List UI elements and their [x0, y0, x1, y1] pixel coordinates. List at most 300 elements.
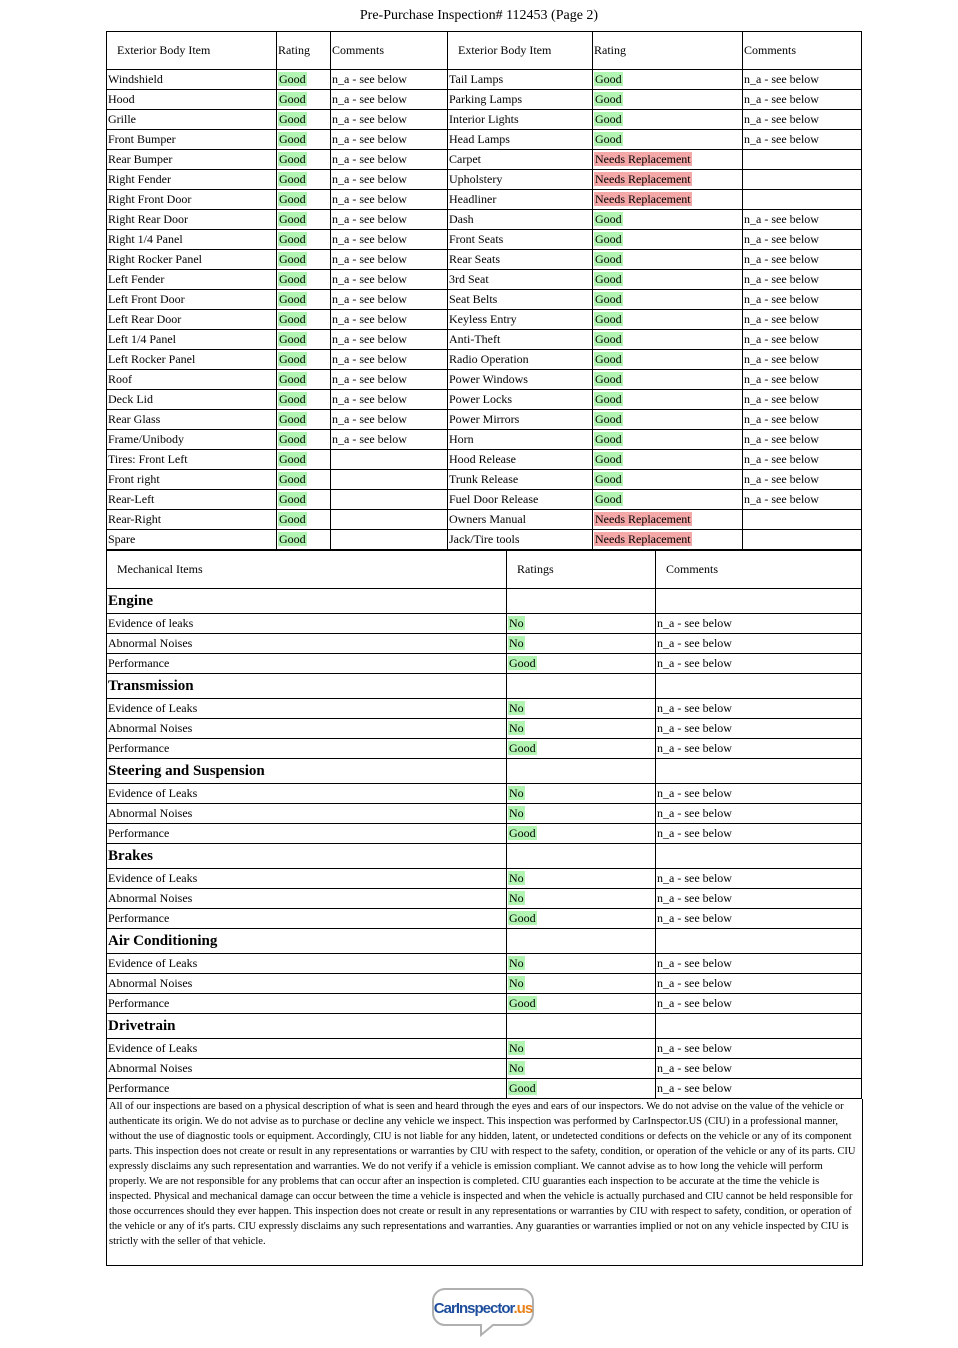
rating-cell: [507, 824, 656, 844]
rating-badge: Good: [595, 492, 622, 506]
column-header: Mechanical Items: [107, 551, 507, 589]
item-name: [107, 210, 277, 230]
rating-badge: Good: [279, 172, 306, 186]
table-row: [107, 310, 862, 330]
rating-cell: [593, 390, 743, 410]
column-header: Rating: [277, 32, 331, 70]
table-row: [107, 719, 862, 739]
rating-cell: [593, 530, 743, 550]
item-name: [448, 170, 593, 190]
cell-text: n_a - see below: [744, 392, 819, 406]
item-name: [448, 330, 593, 350]
comment-cell: [331, 90, 448, 110]
rating-badge: Good: [595, 352, 622, 366]
rating-badge: Good: [279, 312, 306, 326]
item-name: [107, 70, 277, 90]
rating-cell: [593, 510, 743, 530]
item-name: [107, 654, 507, 674]
comment-cell: [331, 330, 448, 350]
logo-text-tld: .us: [513, 1300, 533, 1317]
comment-cell: [743, 150, 862, 170]
rating-cell: [277, 370, 331, 390]
rating-badge: Good: [595, 92, 622, 106]
item-name: [107, 490, 277, 510]
comment-cell: [656, 784, 862, 804]
cell-text: n_a - see below: [744, 252, 819, 266]
column-header: Comments: [331, 32, 448, 70]
rating-cell: [277, 470, 331, 490]
cell-text: Performance: [108, 996, 170, 1010]
item-name: [107, 390, 277, 410]
rating-cell: [507, 1079, 656, 1099]
cell-text: Right Fender: [108, 172, 171, 186]
mechanical-items-table: [106, 550, 862, 1099]
item-name: [448, 270, 593, 290]
cell-text: Left Front Door: [108, 292, 185, 306]
empty-cell: [656, 844, 862, 869]
cell-text: Headliner: [449, 192, 497, 206]
rating-cell: [507, 994, 656, 1014]
item-name: [448, 290, 593, 310]
table-row: [107, 530, 862, 550]
item-name: [107, 1059, 507, 1079]
cell-text: n_a - see below: [744, 412, 819, 426]
comment-cell: [331, 130, 448, 150]
cell-text: n_a - see below: [744, 352, 819, 366]
cell-text: n_a - see below: [744, 72, 819, 86]
cell-text: Left Rocker Panel: [108, 352, 196, 366]
cell-text: n_a - see below: [332, 312, 407, 326]
comment-cell: [656, 909, 862, 929]
item-name: [107, 699, 507, 719]
item-name: [448, 430, 593, 450]
cell-text: n_a - see below: [332, 152, 407, 166]
cell-text: n_a - see below: [332, 92, 407, 106]
comment-cell: [331, 310, 448, 330]
item-name: [448, 70, 593, 90]
rating-badge: No: [509, 636, 524, 650]
rating-cell: [277, 170, 331, 190]
item-name: [448, 370, 593, 390]
item-name: [107, 350, 277, 370]
item-name: [107, 510, 277, 530]
cell-text: 3rd Seat: [449, 272, 489, 286]
empty-cell: [656, 1014, 862, 1039]
table-row: [107, 70, 862, 90]
rating-cell: [277, 110, 331, 130]
table-row: [107, 1059, 862, 1079]
cell-text: Hood: [108, 92, 135, 106]
comment-cell: [656, 614, 862, 634]
rating-cell: [593, 70, 743, 90]
rating-cell: [277, 390, 331, 410]
rating-cell: [277, 230, 331, 250]
cell-text: Performance: [108, 1081, 170, 1095]
rating-cell: [593, 290, 743, 310]
rating-badge: Good: [595, 312, 622, 326]
empty-cell: [656, 759, 862, 784]
rating-badge: Good: [279, 92, 306, 106]
item-name: [448, 130, 593, 150]
comment-cell: [743, 310, 862, 330]
item-name: [107, 824, 507, 844]
comment-cell: [656, 889, 862, 909]
cell-text: Performance: [108, 656, 170, 670]
table-row: [107, 470, 862, 490]
cell-text: n_a - see below: [657, 786, 732, 800]
item-name: [448, 510, 593, 530]
column-header: Comments: [743, 32, 862, 70]
cell-text: n_a - see below: [657, 891, 732, 905]
rating-badge: Needs Replacement: [595, 532, 691, 546]
rating-badge: Good: [595, 292, 622, 306]
cell-text: n_a - see below: [332, 332, 407, 346]
cell-text: n_a - see below: [332, 272, 407, 286]
cell-text: Power Windows: [449, 372, 528, 386]
rating-cell: [507, 1039, 656, 1059]
rating-cell: [593, 330, 743, 350]
section-title: Drivetrain: [107, 1014, 507, 1039]
cell-text: Front Bumper: [108, 132, 176, 146]
comment-cell: [331, 450, 448, 470]
rating-badge: Good: [595, 392, 622, 406]
item-name: [107, 370, 277, 390]
item-name: [107, 869, 507, 889]
rating-cell: [507, 804, 656, 824]
comment-cell: [656, 719, 862, 739]
cell-text: n_a - see below: [657, 741, 732, 755]
item-name: [448, 450, 593, 470]
rating-cell: [277, 450, 331, 470]
item-name: [107, 784, 507, 804]
cell-text: Rear-Left: [108, 492, 155, 506]
table-row: [107, 974, 862, 994]
rating-cell: [277, 410, 331, 430]
cell-text: n_a - see below: [657, 826, 732, 840]
item-name: [448, 150, 593, 170]
rating-cell: [593, 90, 743, 110]
comment-cell: [743, 530, 862, 550]
table-row: [107, 290, 862, 310]
cell-text: Right Front Door: [108, 192, 192, 206]
cell-text: Abnormal Noises: [108, 1061, 193, 1075]
item-name: [107, 804, 507, 824]
comment-cell: [331, 390, 448, 410]
comment-cell: [331, 250, 448, 270]
rating-cell: [593, 170, 743, 190]
item-name: [107, 470, 277, 490]
cell-text: Owners Manual: [449, 512, 526, 526]
comment-cell: [743, 470, 862, 490]
comment-cell: [331, 370, 448, 390]
rating-badge: Good: [279, 292, 306, 306]
table-row: [107, 490, 862, 510]
comment-cell: [656, 974, 862, 994]
item-name: [448, 390, 593, 410]
cell-text: Front Seats: [449, 232, 504, 246]
table-row: [107, 330, 862, 350]
cell-text: Grille: [108, 112, 136, 126]
cell-text: n_a - see below: [657, 976, 732, 990]
rating-badge: Good: [595, 252, 622, 266]
rating-cell: [593, 410, 743, 430]
item-name: [107, 1079, 507, 1099]
comment-cell: [656, 1079, 862, 1099]
rating-cell: [593, 350, 743, 370]
rating-badge: Good: [595, 212, 622, 226]
comment-cell: [656, 824, 862, 844]
comment-cell: [331, 430, 448, 450]
cell-text: n_a - see below: [744, 332, 819, 346]
cell-text: Dash: [449, 212, 474, 226]
cell-text: Seat Belts: [449, 292, 498, 306]
table-row: [107, 190, 862, 210]
rating-badge: Good: [595, 472, 622, 486]
item-name: [448, 210, 593, 230]
cell-text: n_a - see below: [657, 956, 732, 970]
item-name: [107, 410, 277, 430]
cell-text: Abnormal Noises: [108, 806, 193, 820]
rating-badge: Good: [595, 112, 622, 126]
cell-text: n_a - see below: [744, 372, 819, 386]
table-row: [107, 150, 862, 170]
empty-cell: [507, 759, 656, 784]
table-row: [107, 230, 862, 250]
cell-text: n_a - see below: [332, 232, 407, 246]
comment-cell: [331, 190, 448, 210]
table-row: [107, 170, 862, 190]
rating-badge: Good: [279, 252, 306, 266]
item-name: [448, 410, 593, 430]
item-name: [107, 250, 277, 270]
comment-cell: [331, 530, 448, 550]
rating-cell: [277, 210, 331, 230]
rating-badge: Good: [279, 192, 306, 206]
item-name: [107, 450, 277, 470]
rating-badge: Good: [279, 432, 306, 446]
rating-cell: [593, 490, 743, 510]
comment-cell: [331, 470, 448, 490]
carinspector-logo: [431, 1285, 535, 1337]
comment-cell: [743, 250, 862, 270]
item-name: [448, 310, 593, 330]
item-name: [107, 150, 277, 170]
comment-cell: [743, 330, 862, 350]
item-name: [107, 954, 507, 974]
comment-cell: [331, 150, 448, 170]
cell-text: Performance: [108, 826, 170, 840]
rating-badge: Good: [279, 472, 306, 486]
cell-text: n_a - see below: [657, 701, 732, 715]
rating-cell: [593, 450, 743, 470]
rating-badge: Good: [279, 112, 306, 126]
rating-badge: Good: [509, 656, 536, 670]
rating-cell: [277, 130, 331, 150]
empty-cell: [507, 844, 656, 869]
rating-cell: [593, 270, 743, 290]
comment-cell: [743, 90, 862, 110]
cell-text: n_a - see below: [744, 272, 819, 286]
item-name: [107, 909, 507, 929]
rating-badge: Good: [595, 272, 622, 286]
empty-cell: [507, 929, 656, 954]
cell-text: n_a - see below: [332, 212, 407, 226]
rating-badge: Good: [595, 452, 622, 466]
table-row: [107, 889, 862, 909]
empty-cell: [656, 929, 862, 954]
section-title: Engine: [107, 589, 507, 614]
table-row: [107, 1079, 862, 1099]
rating-badge: Needs Replacement: [595, 172, 691, 186]
rating-cell: [593, 310, 743, 330]
cell-text: Right Rear Door: [108, 212, 188, 226]
comment-cell: [331, 290, 448, 310]
mechanical-header-row: [107, 551, 862, 589]
rating-badge: No: [509, 786, 524, 800]
rating-badge: No: [509, 891, 524, 905]
item-name: [107, 530, 277, 550]
cell-text: Rear Glass: [108, 412, 161, 426]
comment-cell: [743, 410, 862, 430]
rating-badge: No: [509, 871, 524, 885]
cell-text: Power Locks: [449, 392, 512, 406]
cell-text: n_a - see below: [332, 72, 407, 86]
comment-cell: [743, 230, 862, 250]
cell-text: Abnormal Noises: [108, 976, 193, 990]
table-row: [107, 270, 862, 290]
rating-badge: Good: [509, 741, 536, 755]
cell-text: Frame/Unibody: [108, 432, 184, 446]
rating-badge: No: [509, 806, 524, 820]
cell-text: Abnormal Noises: [108, 721, 193, 735]
rating-cell: [277, 350, 331, 370]
table-row: [107, 250, 862, 270]
section-row: [107, 759, 862, 784]
column-header: Comments: [656, 551, 862, 589]
table-row: [107, 654, 862, 674]
cell-text: Tail Lamps: [449, 72, 504, 86]
rating-badge: Good: [279, 232, 306, 246]
cell-text: n_a - see below: [332, 172, 407, 186]
cell-text: Horn: [449, 432, 474, 446]
cell-text: Parking Lamps: [449, 92, 522, 106]
rating-badge: Needs Replacement: [595, 192, 691, 206]
rating-badge: Good: [279, 132, 306, 146]
cell-text: Carpet: [449, 152, 481, 166]
cell-text: Upholstery: [449, 172, 503, 186]
cell-text: n_a - see below: [657, 911, 732, 925]
rating-cell: [593, 230, 743, 250]
table-row: [107, 614, 862, 634]
rating-cell: [593, 470, 743, 490]
rating-badge: Good: [279, 352, 306, 366]
section-row: [107, 589, 862, 614]
cell-text: Tires: Front Left: [108, 452, 188, 466]
comment-cell: [331, 210, 448, 230]
empty-cell: [656, 674, 862, 699]
rating-cell: [277, 310, 331, 330]
cell-text: n_a - see below: [332, 112, 407, 126]
cell-text: Anti-Theft: [449, 332, 501, 346]
cell-text: Rear-Right: [108, 512, 162, 526]
rating-cell: [277, 290, 331, 310]
cell-text: n_a - see below: [744, 212, 819, 226]
rating-badge: Good: [509, 1081, 536, 1095]
rating-badge: No: [509, 721, 524, 735]
comment-cell: [656, 1059, 862, 1079]
rating-cell: [507, 1059, 656, 1079]
cell-text: Evidence of Leaks: [108, 871, 198, 885]
section-row: [107, 674, 862, 699]
rating-badge: No: [509, 701, 524, 715]
table-row: [107, 390, 862, 410]
item-name: [107, 330, 277, 350]
cell-text: n_a - see below: [744, 452, 819, 466]
comment-cell: [656, 699, 862, 719]
comment-cell: [743, 390, 862, 410]
section-row: [107, 844, 862, 869]
rating-cell: [507, 889, 656, 909]
comment-cell: [743, 350, 862, 370]
table-row: [107, 784, 862, 804]
item-name: [107, 270, 277, 290]
rating-badge: Good: [279, 152, 306, 166]
item-name: [107, 739, 507, 759]
rating-badge: Good: [279, 212, 306, 226]
rating-cell: [277, 90, 331, 110]
cell-text: Performance: [108, 741, 170, 755]
cell-text: n_a - see below: [744, 432, 819, 446]
rating-cell: [507, 954, 656, 974]
item-name: [107, 310, 277, 330]
table-row: [107, 994, 862, 1014]
rating-badge: Good: [279, 72, 306, 86]
rating-cell: [277, 430, 331, 450]
column-header: Exterior Body Item: [448, 32, 593, 70]
column-header: Exterior Body Item: [107, 32, 277, 70]
table-row: [107, 90, 862, 110]
comment-cell: [743, 110, 862, 130]
rating-badge: Needs Replacement: [595, 152, 691, 166]
comment-cell: [743, 290, 862, 310]
comment-cell: [331, 510, 448, 530]
svg-text:CarInspector.us: [434, 1300, 533, 1317]
section-title: Air Conditioning: [107, 929, 507, 954]
table-row: [107, 370, 862, 390]
rating-cell: [507, 784, 656, 804]
rating-badge: No: [509, 616, 524, 630]
cell-text: Left 1/4 Panel: [108, 332, 176, 346]
item-name: [107, 994, 507, 1014]
cell-text: n_a - see below: [657, 721, 732, 735]
rating-cell: [593, 250, 743, 270]
item-name: [448, 190, 593, 210]
comment-cell: [656, 994, 862, 1014]
comment-cell: [331, 350, 448, 370]
cell-text: n_a - see below: [332, 352, 407, 366]
disclaimer-text: All of our inspections are based on a physical description of what is seen and heard through the eyes and ears of our inspectors. We do not advise on the value of the vehicle or authenticate its origin. We do not advise as to purchase or decline any vehicle we inspect. This inspection was performed by CarInspector.US (CIU) in a professional manner, without the use of diagnostic tools or equipment. Accordingly, CIU is not liable for any hidden, latent, or undetected conditions or defects on the vehicle or any of its component parts. This inspection does not create or result in any representations or warranties by CIU with respect to the safety, condition, or operation of the vehicle or any of its parts. CIU expressly disclaims any such representation and warranties. We do not verify if a vehicle is emission compliant. We cannot advise as to how long the vehicle will perform properly. We are not responsible for any problems that can occur after an inspection is completed. CIU guaranties each inspection to be accurate at the time the vehicle is inspected. Physical and mechanical damage can occur between the time a vehicle is inspected and when the vehicle is actually purchased and CIU cannot be held responsible for those occurrences should they ever happen. This inspection does not create or result in any representations or warranties by CIU with respect to safety, condition, or operation of the vehicle or any of it's parts. CIU expressly disclaims any such representations and warranties. Any guaranties or warranties implied or not on any vehicle inspected by CIU is strictly with the seller of that vehicle.: [106, 1099, 863, 1266]
item-name: [448, 250, 593, 270]
cell-text: n_a - see below: [657, 616, 732, 630]
rating-cell: [277, 530, 331, 550]
cell-text: n_a - see below: [744, 472, 819, 486]
cell-text: n_a - see below: [332, 252, 407, 266]
section-row: [107, 1014, 862, 1039]
item-name: [107, 889, 507, 909]
section-title: Transmission: [107, 674, 507, 699]
rating-badge: Good: [279, 392, 306, 406]
table-row: [107, 450, 862, 470]
